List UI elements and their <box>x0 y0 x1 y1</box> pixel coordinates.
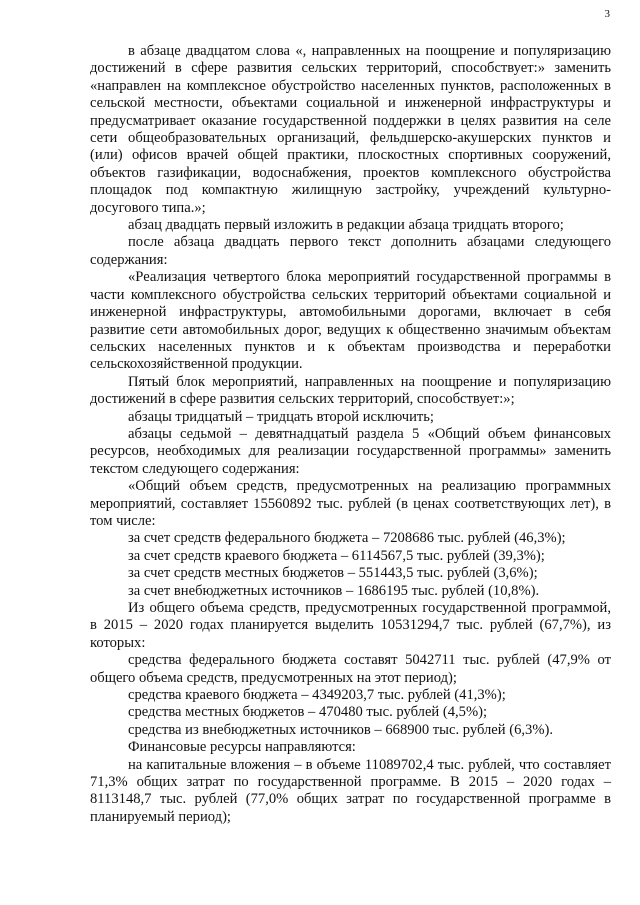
paragraph: Пятый блок мероприятий, направленных на поощрение и популяризацию достижений в сфере развития сельских территорий, способствует:»; <box>90 373 611 408</box>
paragraph: на капитальные вложения – в объеме 11089702,4 тыс. рублей, что составляет 71,3% общих затрат по государственной программе. В 2015 – 2020 годах – 8113148,7 тыс. рублей (77,0% общих затрат по государственной программе в планируемый период); <box>90 756 611 825</box>
paragraph: за счет внебюджетных источников – 1686195 тыс. рублей (10,8%). <box>128 582 540 599</box>
paragraph: «Реализация четвертого блока мероприятий государственной программы в части комплексного обустройства сельских территорий объектами социальной и инженерной инфраструктуры, автомобильными дорогами, включает в себя развитие сети автомобильных дорог, ведущих к общественно значимым объектам сельских населенных пунктов и к объектам производства и переработки сельскохозяйственной продукции. <box>90 269 611 373</box>
paragraph: средства из внебюджетных источников – 668900 тыс. рублей (6,3%). <box>128 721 554 738</box>
paragraph: за счет средств местных бюджетов – 551443,5 тыс. рублей (3,6%); <box>128 565 538 582</box>
paragraph: Финансовые ресурсы направляются: <box>128 739 356 756</box>
paragraph: в абзаце двадцатом слова «, направленных на поощрение и популяризацию достижений в сфере развития сельских территорий, способствует:» заменить «направлен на комплексное обустройство населенных пунктов, расположенных в сельской местности, объектами социальной и инженерной инфраструктуры и предусматривает оказание государственной поддержки в целях развития на селе сети общеобразовательных организаций, фельдшерско-акушерских пунктов и (или) офисов врачей общей практики, плоскостных спортивных сооружений, объектов газификации, водоснабжения, проектов комплексного обустройства площадок под компактную жилищную застройку, учреждений культурно-досугового типа.»; <box>90 43 611 216</box>
paragraph: за счет средств федерального бюджета – 7208686 тыс. рублей (46,3%); <box>128 530 566 547</box>
paragraph: Из общего объема средств, предусмотренных государственной программой, в 2015 – 2020 годах планируется выделить 10531294,7 тыс. рублей (67,7%), из которых: <box>90 600 611 651</box>
document-body <box>90 43 611 826</box>
paragraph: «Общий объем средств, предусмотренных на реализацию программных мероприятий, составляет 15560892 тыс. рублей (в ценах соответствующих лет), в том числе: <box>90 478 611 529</box>
paragraph: абзацы тридцатый – тридцать второй исключить; <box>128 408 434 425</box>
paragraph: абзацы седьмой – девятнадцатый раздела 5 «Общий объем финансовых ресурсов, необходимых для реализации государственной программы» заменить текстом следующего содержания: <box>90 425 611 477</box>
page-number: 3 <box>604 8 610 20</box>
paragraph: после абзаца двадцать первого текст дополнить абзацами следующего содержания: <box>90 234 611 268</box>
paragraph: средства краевого бюджета – 4349203,7 тыс. рублей (41,3%); <box>128 687 506 704</box>
paragraph: средства местных бюджетов – 470480 тыс. рублей (4,5%); <box>128 704 488 721</box>
paragraph: за счет средств краевого бюджета – 6114567,5 тыс. рублей (39,3%); <box>128 547 545 564</box>
paragraph: абзац двадцать первый изложить в редакции абзаца тридцать второго; <box>128 217 564 234</box>
paragraph: средства федерального бюджета составят 5042711 тыс. рублей (47,9% от общего объема средств, предусмотренных на этот период); <box>90 652 611 686</box>
